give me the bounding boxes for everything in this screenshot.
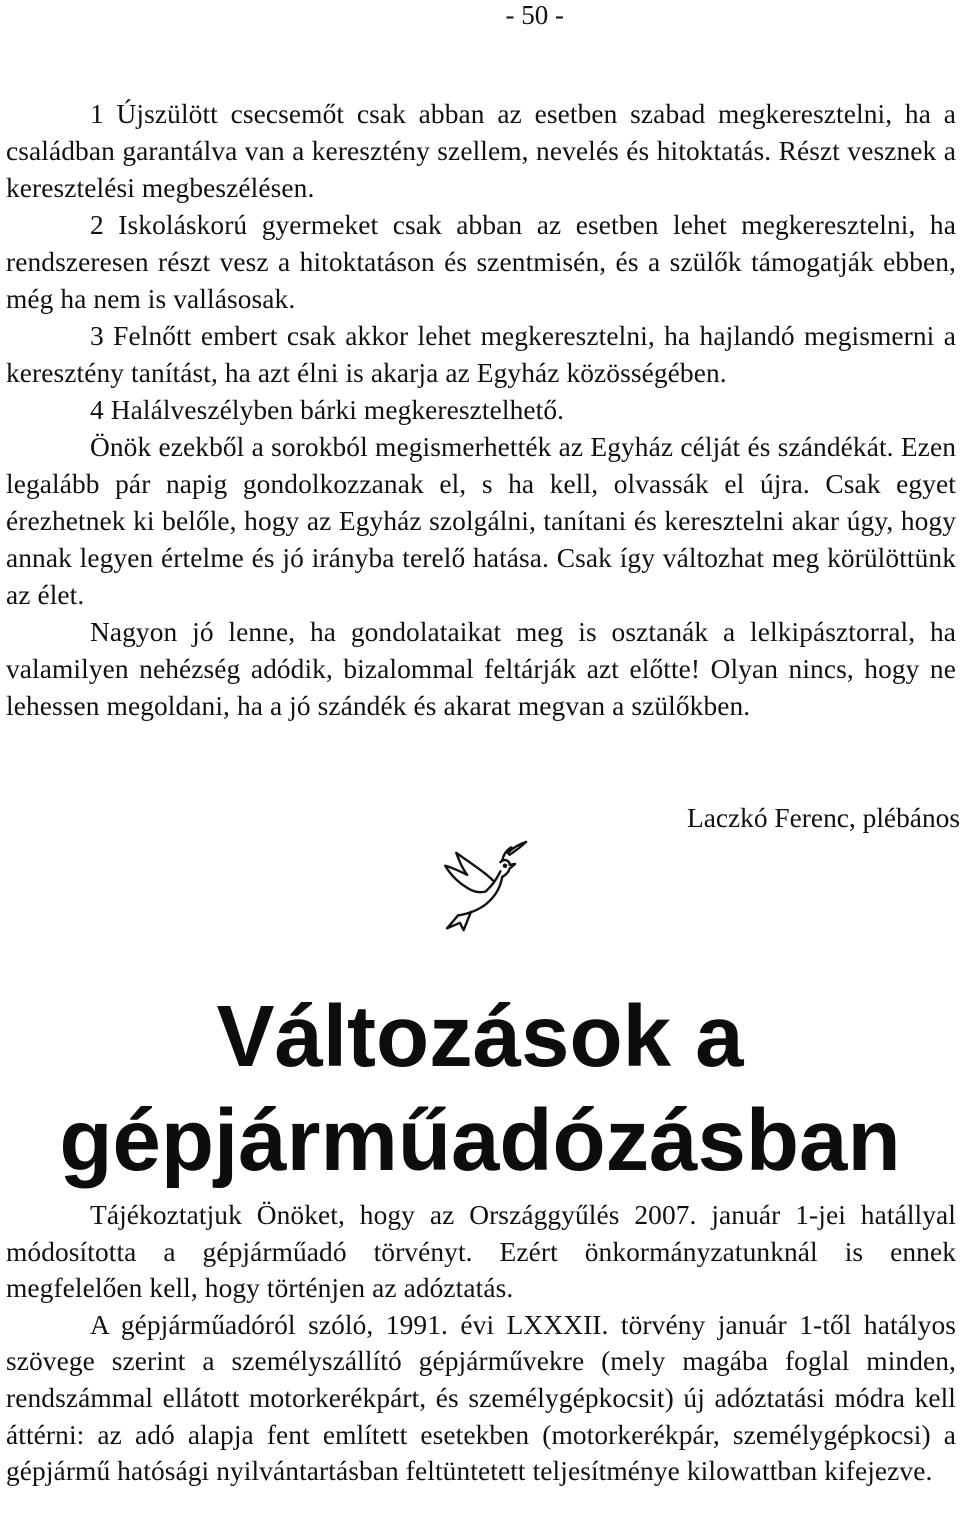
paragraph-newborn: 1 Újszülött csecsemőt csak abban az esetben szabad megkeresztelni, ha a családban garantálva van a keresztény szellem, nevelés és hitoktatás. Részt vesznek a keresztelési megbeszélésen. [6,99,956,203]
baptism-rules-section [6,96,956,725]
vehicle-tax-section [6,1197,956,1490]
paragraph-tax-law-change: Tájékoztatjuk Önöket, hogy az Országgyűlés 2007. január 1-jei hatállyal módosította a gépjárműadó törvényt. Ezért önkormányzatunknál is ennek megfelelően kell, hogy történjen az adóztatás. [6,1200,956,1304]
paragraph-share-thoughts: Nagyon jó lenne, ha gondolataikat meg is osztanák a lelkipásztorral, ha valamilyen nehézség adódik, bizalommal feltárják azt előtte! Olyan nincs, hogy ne lehessen megoldani, ha a jó szándék és akarat megvan a szülőkben. [6,617,956,721]
paragraph-church-purpose: Önök ezekből a sorokból megismerhették az Egyház célját és szándékát. Ezen legalább pár napig gondolkozzanak el, s ha kell, olvassák el újra. Csak egyet érezhetnek ki belőle, hogy az Egyház szolgálni, tanítani és keresztelni akar úgy, hogy annak legyen értelme és jó irányba terelő hatása. Csak így változhat meg körülöttünk az élet. [6,432,956,610]
paragraph-danger-of-death: 4 Halálveszélyben bárki megkeresztelhető. [90,395,565,425]
author-signature: Laczkó Ferenc, plébános [686,803,960,833]
dove-icon [436,840,528,932]
paragraph-adult: 3 Felnőtt embert csak akkor lehet megkeresztelni, ha hajlandó megismerni a keresztény tanítást, ha azt élni is akarja az Egyház közösségében. [6,321,956,388]
paragraph-tax-basis: A gépjárműadóról szóló, 1991. évi LXXXII. törvény január 1-től hatályos szövege szerint a személyszállító gépjárművekre (mely magába foglal minden, rendszámmal ellátott motorkerékpárt, és személygépkocsit) új adóztatási módra kell áttérni: az adó alapja fent említett esetekben (motorkerékpár, személygépkocsi) a gépjármű hatósági nyilvántartásban feltüntetett teljesítménye kilowattban kifejezve. [6,1309,956,1487]
paragraph-school-age: 2 Iskoláskorú gyermeket csak abban az esetben lehet megkeresztelni, ha rendszeresen részt vesz a hitoktatáson és szentmisén, és a szülők támogatják ebben, még ha nem is vallásosak. [6,210,956,314]
page-number: - 50 - [505,0,564,30]
article-heading: Változások a gépjárműadózásban [59,988,901,1189]
